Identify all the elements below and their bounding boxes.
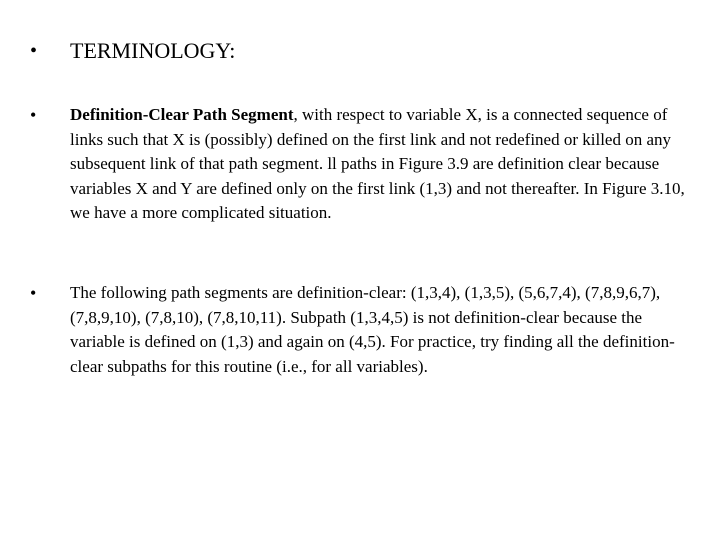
definition-clear-paragraph <box>70 103 690 226</box>
bullet-icon: • <box>30 105 37 125</box>
definition-clear-bullet <box>30 103 690 226</box>
bullet-icon: • <box>30 40 38 62</box>
path-segments-bullet <box>30 281 690 379</box>
definition-term: Definition-Clear Path Segment <box>70 105 294 124</box>
definition-text: , with respect to variable X, is a connected sequence of links such that X is (possibly) defined on the first link and not redefined or killed on any subsequent link of that path segment. ll paths in Figure 3.9 are definition clear because variables X and Y are defined only on the first link (1,3) and not thereafter. In Figure 3.10, we have a more complicated situation. <box>70 105 685 223</box>
terminology-heading-row <box>30 37 690 65</box>
terminology-heading: TERMINOLOGY: <box>70 38 236 63</box>
path-segments-paragraph: The following path segments are definition-clear: (1,3,4), (1,3,5), (5,6,7,4), (7,8,9,6,7), (7,8,9,10), (7,8,10), (7,8,10,11). Subpath (1,3,4,5) is not definition-clear because the variable is defined on (1,3) and again on (4,5). For practice, try finding all the definition-clear subpaths for this routine (i.e., for all variables). <box>70 283 675 376</box>
bullet-icon: • <box>30 283 37 303</box>
